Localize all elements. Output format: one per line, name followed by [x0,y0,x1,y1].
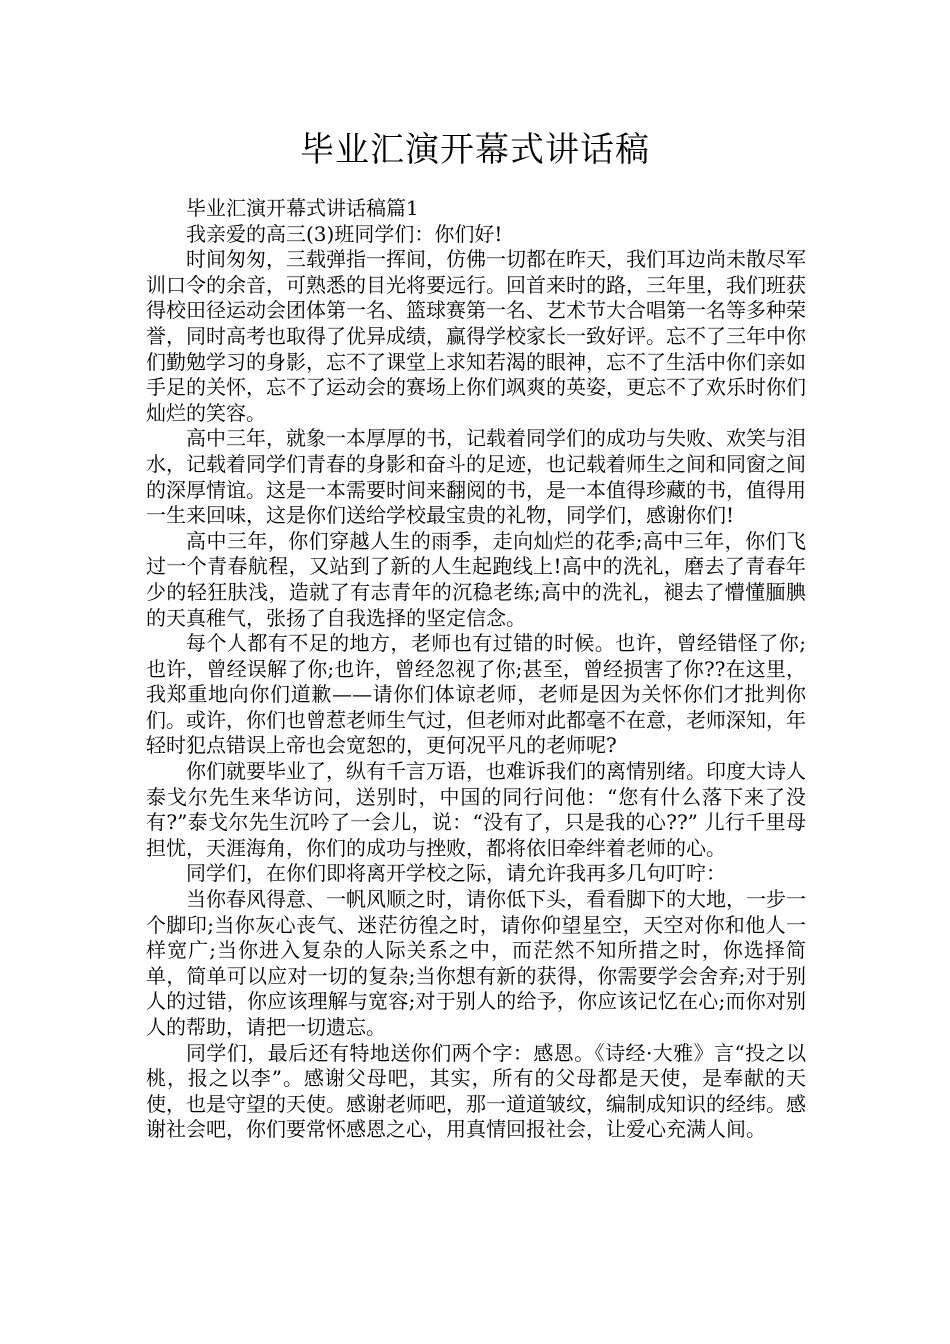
paragraph: 同学们，在你们即将离开学校之际，请允许我再多几句叮咛： [186,861,726,886]
salutation: 我亲爱的高三(3)班同学们：你们好! [186,221,503,246]
paragraph: 高中三年，就象一本厚厚的书，记载着同学们的成功与失败、欢笑与泪水，记载着同学们青春的身影和奋斗的足迹，也记载着师生之间和同窗之间的深厚情谊。这是一本需要时间来翻阅的书，是一本值得珍藏的书，值得用一生来回味，这是你们送给学校最宝贵的礼物，同学们，感谢你们! [146,426,806,528]
paragraph: 高中三年，你们穿越人生的雨季，走向灿烂的花季;高中三年，你们飞过一个青春航程，又站到了新的人生起跑线上!高中的洗礼，磨去了青春年少的轻狂肤浅，造就了有志青年的沉稳老练;高中的洗礼，褪去了懵懂腼腆的天真稚气，张扬了自我选择的坚定信念。 [146,528,806,630]
paragraph: 同学们，最后还有特地送你们两个字：感恩。《诗经·大雅》言“投之以桃，报之以李”。感谢父母吧，其实，所有的父母都是天使，是奉献的天使，也是守望的天使。感谢老师吧，那一道道皱纹，编制成知识的经纬。感谢社会吧，你们要常怀感恩之心，用真情回报社会，让爱心充满人间。 [146,1040,806,1142]
section-heading: 毕业汇演开幕式讲话稿篇1 [186,196,419,220]
paragraph: 时间匆匆，三载弹指一挥间，仿佛一切都在昨天，我们耳边尚未散尽军训口令的余音，可熟悉的目光将要远行。回首来时的路，三年里，我们班获得校田径运动会团体第一名、篮球赛第一名、艺术节大合唱第一名等多种荣誉，同时高考也取得了优异成绩，赢得学校家长一致好评。忘不了三年中你们勤勉学习的身影，忘不了课堂上求知若渴的眼神，忘不了生活中你们亲如手足的关怀，忘不了运动会的赛场上你们飒爽的英姿，更忘不了欢乐时你们灿烂的笑容。 [146,247,806,425]
document-title: 毕业汇演开幕式讲话稿 [300,130,650,170]
document-body [146,196,806,1143]
paragraph: 每个人都有不足的地方，老师也有过错的时候。也许，曾经错怪了你;也许，曾经误解了你;也许，曾经忽视了你;甚至，曾经损害了你??在这里，我郑重地向你们道歉——请你们体谅老师，老师是因为关怀你们才批判你们。或许，你们也曾惹老师生气过，但老师对此都毫不在意，老师深知，年轻时犯点错误上帝也会宽恕的，更何况平凡的老师呢? [146,631,806,758]
paragraph: 你们就要毕业了，纵有千言万语，也难诉我们的离情别绪。印度大诗人泰戈尔先生来华访问，送别时，中国的同行问他：“您有什么落下来了没有?”泰戈尔先生沉吟了一会儿，说：“没有了，只是我的心??” 儿行千里母担忧，天涯海角，你们的成功与挫败，都将依旧牵绊着老师的心。 [146,759,806,860]
paragraph: 当你春风得意、一帆风顺之时，请你低下头，看看脚下的大地，一步一个脚印;当你灰心丧气、迷茫彷徨之时，请你仰望星空，天空对你和他人一样宽广;当你进入复杂的人际关系之中，而茫然不知所措之时，你选择简单，简单可以应对一切的复杂;当你想有新的获得，你需要学会舍弃;对于别人的过错，你应该理解与宽容;对于别人的给予，你应该记忆在心;而你对别人的帮助，请把一切遗忘。 [146,887,806,1039]
